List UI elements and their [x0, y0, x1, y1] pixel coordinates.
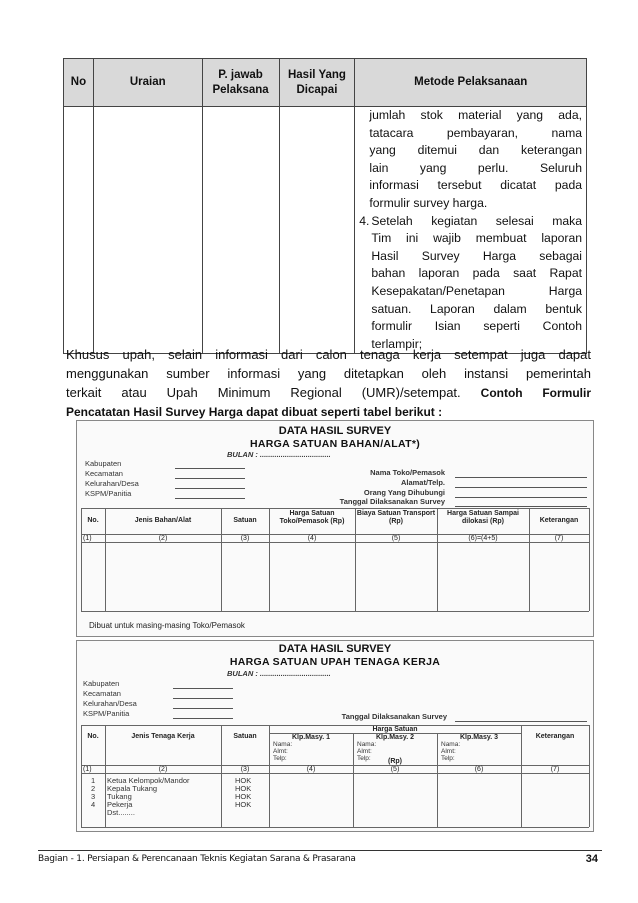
method-line: jumlah stok material yang ada, [369, 108, 582, 122]
col-header-metode: Metode Pelaksanaan [355, 59, 587, 107]
form1-note: Dibuat untuk masing-masing Toko/Pemasok [89, 621, 245, 630]
method-line: Hasil Survey Harga sebagai [371, 248, 582, 263]
form2-col-number: (6) [474, 766, 484, 773]
form1-bulan: BULAN : .................................. [227, 450, 331, 459]
form2-sublabel: Nama: [273, 741, 293, 748]
form1-label: Tanggal Dilaksanakan Survey [339, 497, 445, 506]
form1-col-header: Harga Satuan Sampai dilokasi (Rp) [447, 510, 519, 525]
form1-col-header: No. [87, 517, 99, 524]
form2-row-name: Pekerja [107, 800, 133, 809]
form2-sublabel: Telp: [357, 755, 371, 762]
form2-row-unit: HOK [235, 792, 252, 801]
paragraph-line: Khusus upah, selain informasi dari calon tenaga kerja setempat juga dapat [66, 347, 591, 362]
form2-sublabel: Telp: [273, 755, 287, 762]
form1-col-number: (7) [554, 535, 564, 542]
form2-row-no: 3 [91, 792, 96, 801]
form1-label: Kecamatan [85, 469, 123, 478]
form2-col-number: (5) [390, 766, 400, 773]
form2-subtitle: HARGA SATUAN UPAH TENAGA KERJA [229, 656, 441, 668]
col-header-no: No [64, 59, 94, 107]
form1-label: Kelurahan/Desa [85, 479, 139, 488]
col-header-pjawab: P. jawab Pelaksana [202, 59, 279, 107]
form2-title: DATA HASIL SURVEY [278, 643, 392, 655]
form2-row-unit: HOK [235, 776, 252, 785]
form2-col-header: Klp.Masy. 3 [460, 734, 498, 741]
cell-uraian [93, 107, 202, 354]
bold-lead: Contoh Formulir [480, 386, 592, 400]
form-upah-tenaga-kerja [76, 640, 594, 832]
form2-col-header: (Rp) [388, 758, 402, 765]
form2-col-number: (7) [550, 766, 560, 773]
form2-row-name: Tukang [107, 792, 132, 801]
cell-metode [355, 107, 587, 354]
form2-col-number: (2) [158, 766, 168, 773]
method-line: formulir survey harga. [369, 195, 488, 210]
item-number: 4. [359, 213, 370, 228]
form1-col-number: (2) [158, 535, 168, 542]
form2-row-name: Dst........ [107, 808, 135, 817]
form2-row-unit: HOK [235, 800, 252, 809]
form2-row-unit: HOK [235, 784, 252, 793]
form1-title: DATA HASIL SURVEY [278, 425, 392, 437]
form1-col-header: Harga Satuan Toko/Pemasok (Rp) [279, 510, 345, 525]
form2-sublabel: Nama: [357, 741, 377, 748]
form2-row-no: 1 [91, 776, 96, 785]
form1-col-number: (3) [240, 535, 250, 542]
method-line: informasi tersebut dicatat pada [369, 178, 582, 193]
form2-row-name: Ketua Kelompok/Mandor [107, 776, 190, 785]
form2-row-name: Kepala Tukang [107, 784, 158, 793]
form2-col-number: (4) [306, 766, 316, 773]
form2-col-number: (3) [240, 766, 250, 773]
form1-label: Nama Toko/Pemasok [370, 468, 445, 477]
form2-row-no: 4 [91, 800, 96, 809]
form2-col-header: Harga Satuan [372, 726, 418, 733]
method-item-4 [355, 213, 586, 354]
form1-label: Kabupaten [85, 459, 122, 468]
form1-label: Orang Yang Dihubungi [363, 488, 445, 497]
form1-col-header: Jenis Bahan/Alat [134, 517, 192, 524]
form1-subtitle: HARGA SATUAN BAHAN/ALAT*) [249, 438, 421, 450]
method-line: Tim ini wajib membuat laporan [371, 231, 582, 246]
form1-col-number: (5) [391, 535, 401, 542]
col-header-uraian: Uraian [93, 59, 202, 107]
form2-sublabel: Almt: [273, 748, 288, 755]
method-line: formulir Isian seperti Contoh [371, 319, 582, 334]
form2-sublabel: Almt: [357, 748, 372, 755]
page-number: 34 [585, 853, 598, 865]
form1-col-header: Satuan [233, 517, 257, 524]
page-footer [38, 850, 602, 865]
form2-col-header: Klp.Masy. 2 [376, 734, 414, 741]
form2-col-header: Jenis Tenaga Kerja [131, 733, 195, 740]
paragraph-line [66, 383, 591, 403]
method-line: lain yang perlu. Seluruh [369, 160, 582, 175]
cell-pjawab [202, 107, 279, 354]
form1-col-header: Keterangan [539, 517, 579, 524]
footer-text: Bagian - 1. Persiapan & Perencanaan Teknis Kegiatan Sarana & Prasarana [38, 854, 356, 864]
form1-label: Alamat/Telp. [400, 478, 445, 487]
cell-hasil [279, 107, 355, 354]
form2-label: KSPM/Panitia [83, 709, 130, 718]
form1-col-number: (4) [307, 535, 317, 542]
form2-col-header: Keterangan [535, 733, 575, 740]
body-paragraph [66, 345, 591, 422]
method-line: tatacara pembayaran, nama [369, 125, 582, 140]
paragraph-text: terkait atau Upah Minimum Regional (UMR)/setempat. [66, 385, 461, 400]
form1-col-number: (1) [83, 535, 92, 542]
cell-no [64, 107, 94, 354]
form2-row-no: 2 [91, 784, 96, 793]
form2-label: Tanggal Dilaksanakan Survey [341, 712, 447, 721]
form-bahan-alat [76, 420, 594, 637]
form2-sublabel: Telp: [441, 755, 455, 762]
method-line: satuan. Laporan dalam bentuk [371, 301, 582, 316]
form2-label: Kelurahan/Desa [83, 699, 137, 708]
methods-table [63, 58, 587, 354]
paragraph-line: menggunakan sumber informasi yang ditetapkan oleh instansi pemerintah [66, 366, 591, 381]
form1-col-number: (6)=(4+5) [468, 535, 498, 542]
bold-line: Pencatatan Hasil Survey Harga dapat dibuat seperti tabel berikut : [66, 405, 443, 419]
method-line: yang ditemui dan keterangan [369, 143, 582, 158]
form2-bulan: BULAN : .................................. [227, 669, 331, 678]
form2-col-header: Klp.Masy. 1 [292, 734, 330, 741]
form2-label: Kabupaten [83, 679, 120, 688]
form2-sublabel: Almt: [441, 748, 456, 755]
method-line: terlampir; [371, 336, 423, 351]
form1-col-header: Biaya Satuan Transport (Rp) [356, 510, 436, 525]
form2-label: Kecamatan [83, 689, 121, 698]
form2-col-header: No. [87, 733, 99, 740]
form2-col-header: Satuan [233, 733, 257, 740]
method-line: bahan laporan pada saat Rapat [371, 266, 582, 281]
col-header-hasil: Hasil Yang Dicapai [279, 59, 355, 107]
form2-col-number: (1) [83, 766, 92, 773]
form1-label: KSPM/Panitia [85, 489, 132, 498]
method-line: Setelah kegiatan selesai maka [371, 213, 582, 228]
form2-sublabel: Nama: [441, 741, 461, 748]
method-line: Kesepakatan/Penetapan Harga [371, 283, 582, 298]
